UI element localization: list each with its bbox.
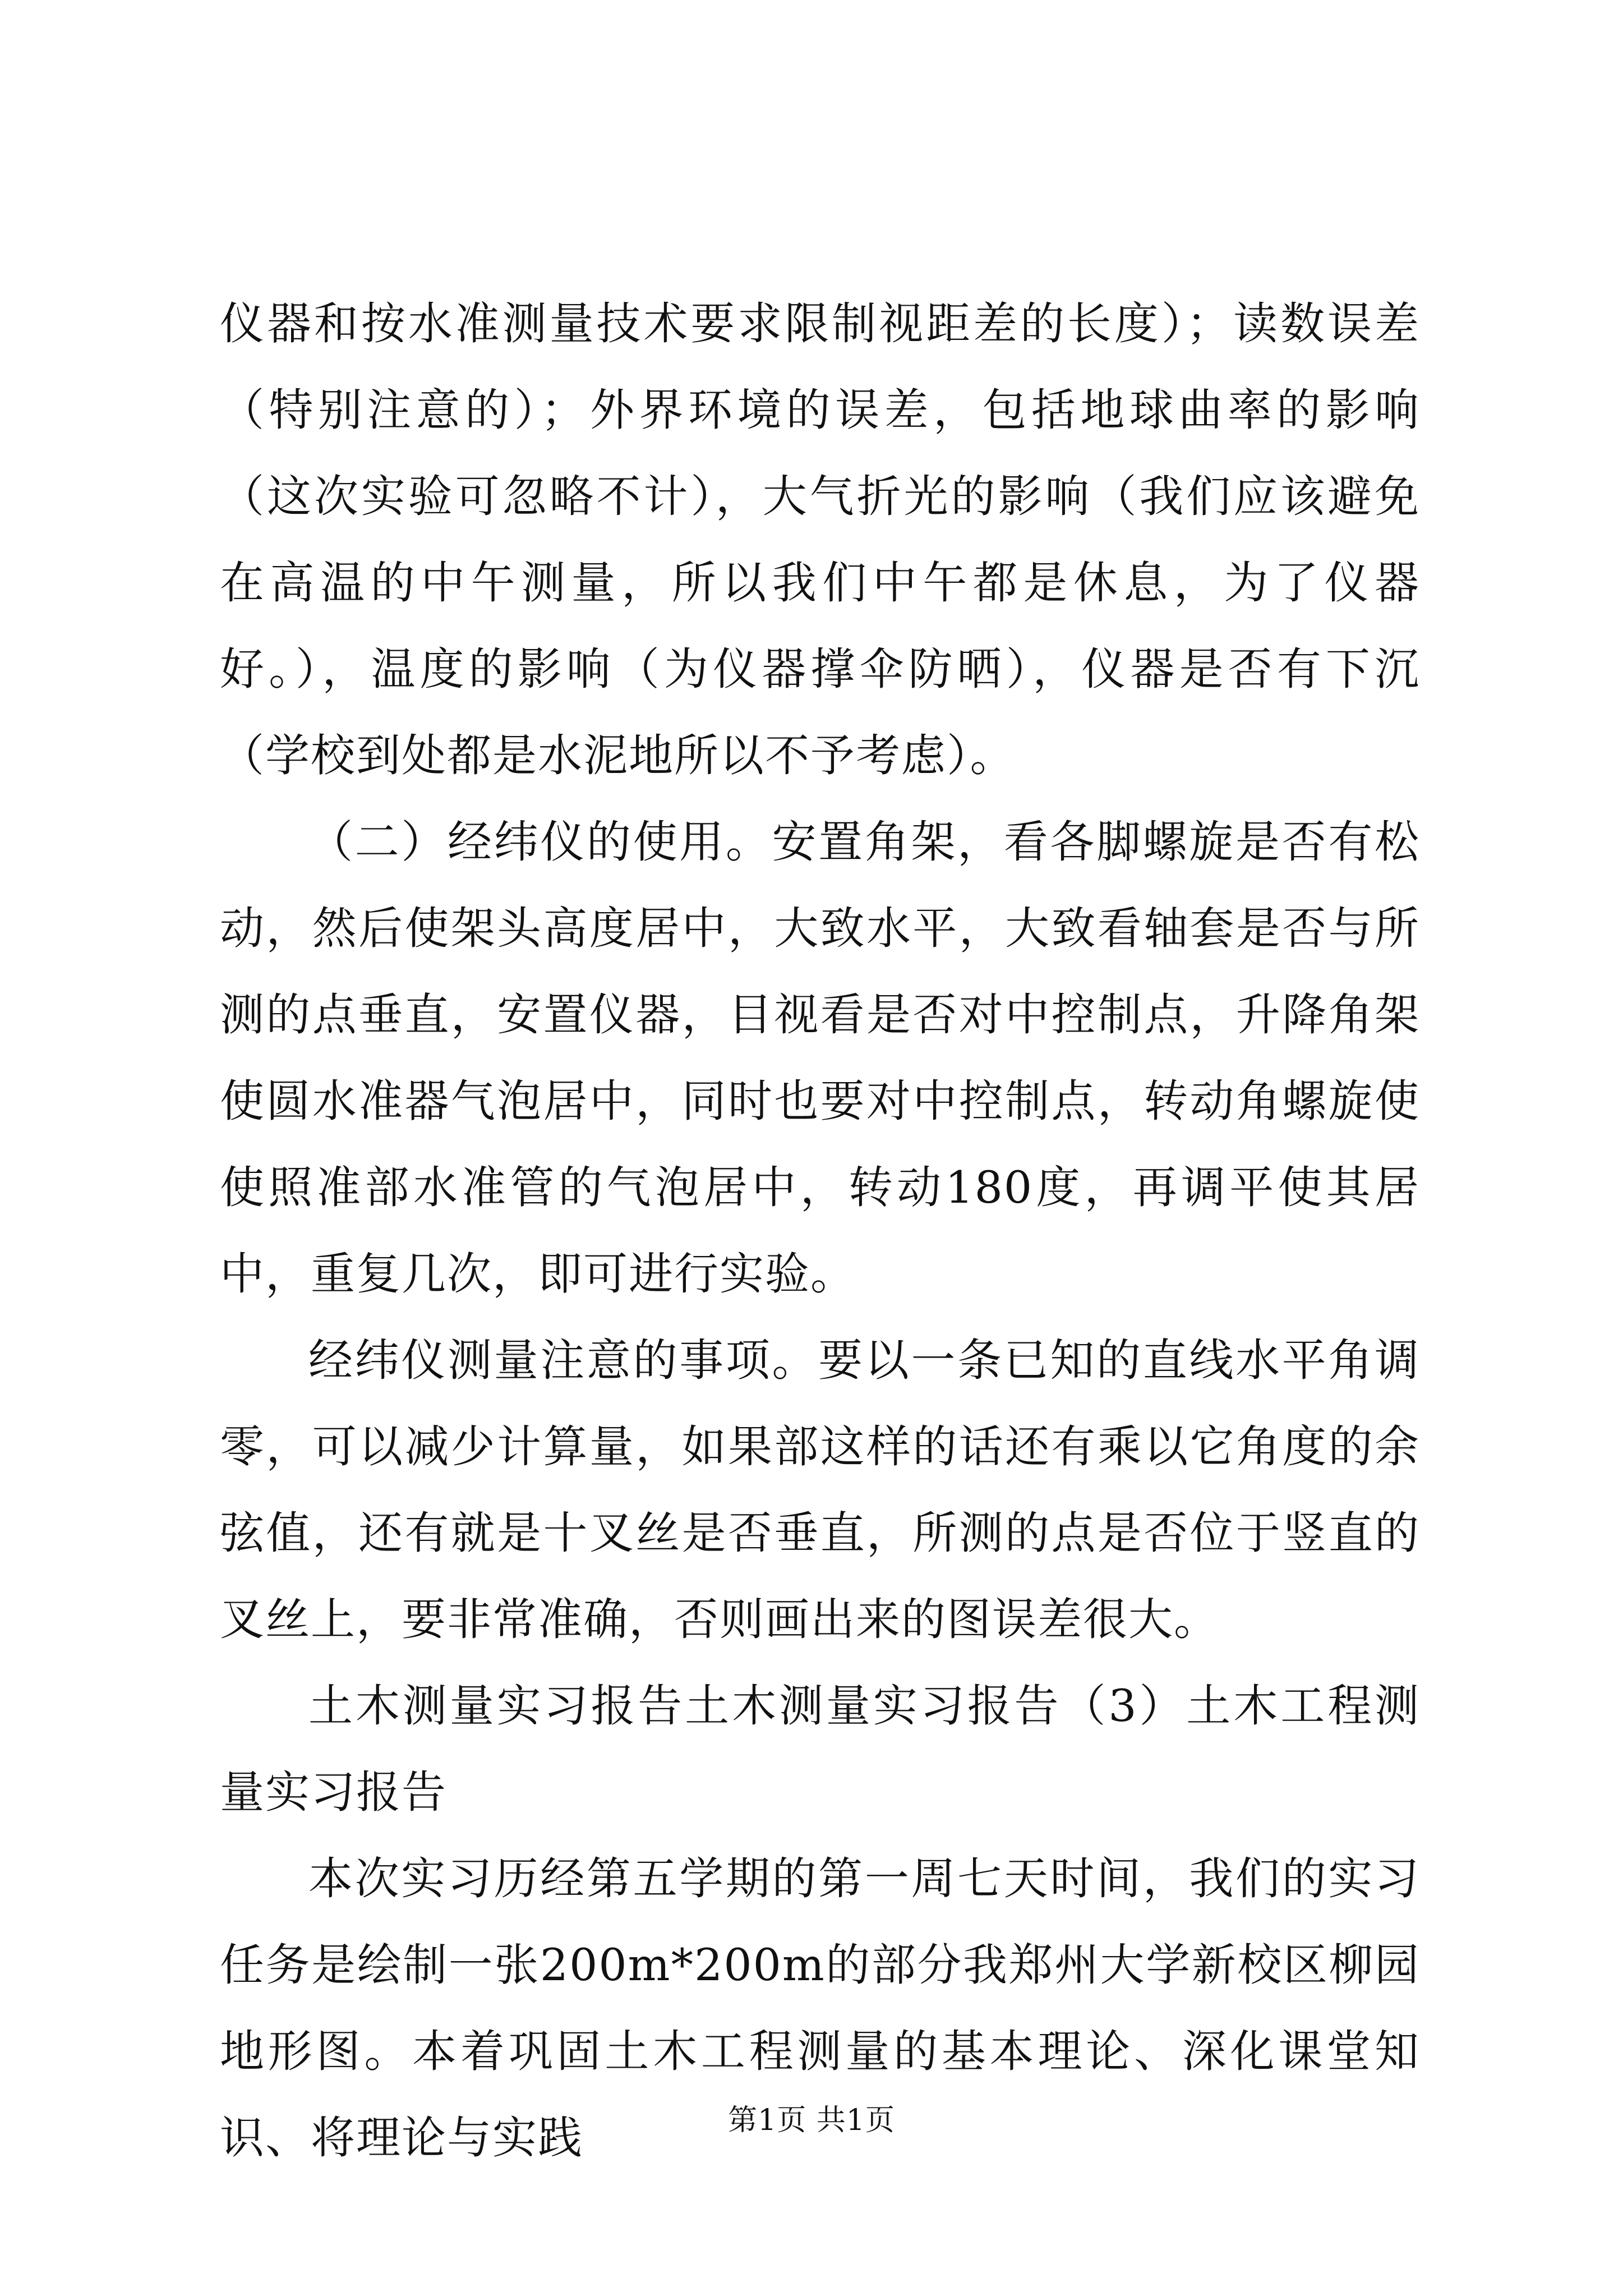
paragraph-1: 仪器和按水准测量技术要求限制视距差的长度）；读数误差（特别注意的）；外界环境的误差，包括地球曲率的影响（这次实验可忽略不计），大气折光的影响（我们应该避免在高温的中午测量，所以我们中午都是休息，为了仪器好。），温度的影响（为仪器撑伞防晒），仪器是否有下沉（学校到处都是水泥地所以不予考虑）。: [220, 298, 1420, 781]
paragraph-3: 经纬仪测量注意的事项。要以一条已知的直线水平角调零，可以减少计算量，如果部这样的话还有乘以它角度的余弦值，还有就是十叉丝是否垂直，所测的点是否位于竖直的叉丝上，要非常准确，否则画出来的图误差很大。: [220, 1335, 1420, 1645]
page-number-label: 第1页 共1页: [728, 2104, 895, 2137]
document-body: [220, 280, 1420, 2181]
paragraph-4: 土木测量实习报告土木测量实习报告（3）土木工程测量实习报告: [220, 1680, 1420, 1818]
paragraph-5: 本次实习历经第五学期的第一周七天时间，我们的实习任务是绘制一张200m*200m的部分我郑州大学新校区柳园地形图。本着巩固土木工程测量的基本理论、深化课堂知识、将理论与实践: [220, 1853, 1420, 2164]
page-footer: [0, 2101, 1623, 2140]
paragraph-2: （二）经纬仪的使用。安置角架，看各脚螺旋是否有松动，然后使架头高度居中，大致水平，大致看轴套是否与所测的点垂直，安置仪器，目视看是否对中控制点，升降角架使圆水准器气泡居中，同时也要对中控制点，转动角螺旋使使照准部水准管的气泡居中，转动180度，再调平使其居中，重复几次，即可进行实验。: [220, 816, 1420, 1300]
